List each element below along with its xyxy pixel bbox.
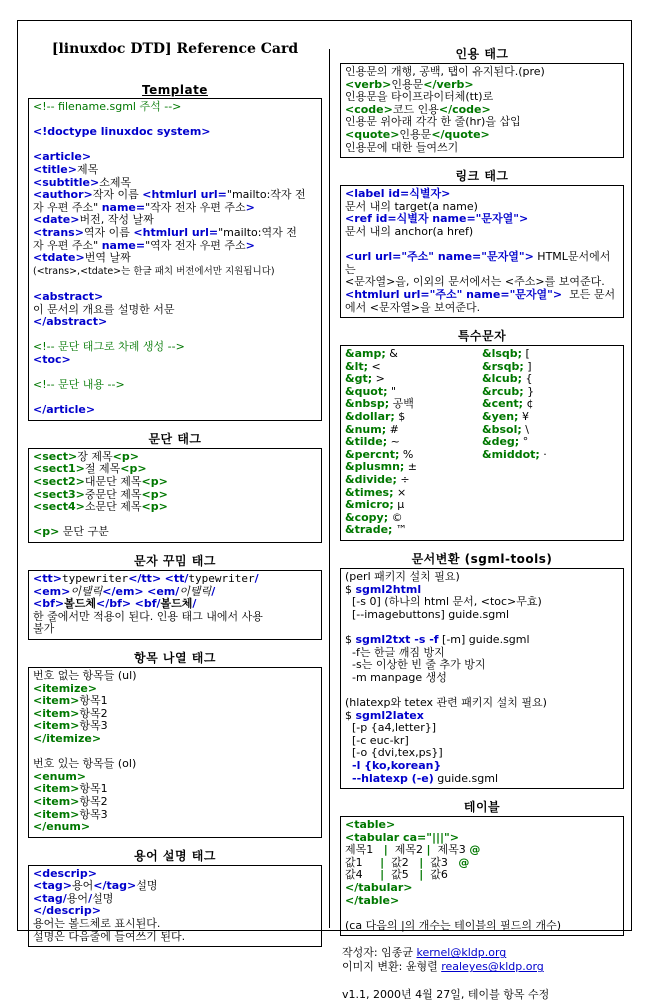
text-segment: 에서 <문자열>을 보여준다. <box>345 300 481 314</box>
text-line <box>33 733 317 746</box>
text-line <box>33 526 317 539</box>
text-segment: < <box>368 359 381 373</box>
text-line <box>33 501 317 514</box>
text-segment: 용어 <box>72 879 94 893</box>
section-header-char-style-tags: 문자 꾸밈 태그 <box>134 554 216 568</box>
section-header-doc-convert: 문서변환 (sgml-tools) <box>411 552 553 566</box>
text-segment: 모든 문서 <box>562 287 616 301</box>
text-segment: 제목 <box>76 162 99 176</box>
text-segment: v1.1, 2000년 4월 27일, 테이블 항목 수정 <box>342 988 550 1002</box>
text-segment: 값1 <box>345 855 381 869</box>
text-line <box>345 773 619 786</box>
text-segment: &micro; <box>345 498 394 512</box>
text-line <box>33 101 317 114</box>
text-segment: "역자 전자 우편 주소 <box>145 238 246 252</box>
text-segment: > <box>245 238 255 252</box>
text-segment: <htmlurl url="주소" name="문자열"> <box>345 287 563 301</box>
page-title: [linuxdoc DTD] Reference Card <box>51 41 299 57</box>
text-segment: " <box>387 384 397 398</box>
text-segment: 제목1 <box>345 843 384 857</box>
text-segment: 번호 없는 항목들 (ul) <box>33 668 137 682</box>
text-segment: <htmlurl url= <box>142 188 227 202</box>
text-segment: <em/ <box>147 584 180 598</box>
text-line <box>345 524 482 537</box>
text-segment: <item> <box>33 706 80 720</box>
text-segment: <tag> <box>33 879 72 893</box>
text-segment: | <box>419 868 424 882</box>
text-segment: <tabular ca="|||"> <box>345 830 459 844</box>
text-segment: @ <box>458 855 470 869</box>
doc-convert-box <box>340 568 624 789</box>
text-segment: 값6 <box>423 868 448 882</box>
text-segment: </itemize> <box>33 731 102 745</box>
text-segment: [-p {a4,letter}] <box>345 721 437 735</box>
text-segment: &percnt; <box>345 447 400 461</box>
text-line <box>345 142 619 155</box>
text-segment: 이탤릭 <box>179 584 212 598</box>
text-segment: (ca 다음의 |의 개수는 테이블의 필드의 개수) <box>345 918 562 932</box>
text-segment: <article> <box>33 150 92 164</box>
text-segment: &cent; <box>482 397 524 411</box>
text-segment: 용어는 볼드체로 표시된다. <box>33 917 161 931</box>
text-segment: 항목2 <box>79 794 108 808</box>
text-segment: 항목3 <box>79 719 108 733</box>
text-segment: <!-- 문단 내용 --> <box>33 378 125 392</box>
email-link[interactable]: realeyes@kldp.org <box>441 960 544 974</box>
text-segment: &rcub; <box>482 384 524 398</box>
text-segment: (<trans>,<tdate>는 한글 패치 버전에서만 지원됩니다) <box>33 265 275 277</box>
text-segment: &bsol; <box>482 422 522 436</box>
special-chars-col2 <box>482 348 619 537</box>
text-segment: ~ <box>387 435 400 449</box>
text-segment: 코드 인용 <box>392 102 439 116</box>
text-segment: } <box>523 384 535 398</box>
text-segment: <!-- filename.sgml 주석 --> <box>33 100 182 113</box>
text-segment: &plusmn; <box>345 460 405 474</box>
text-line <box>33 354 317 367</box>
quote-tags-box <box>340 63 624 158</box>
text-segment: <tdate> <box>33 251 85 265</box>
text-segment: <em> <box>33 584 71 598</box>
text-segment: $ <box>345 582 356 596</box>
column-divider <box>329 49 330 928</box>
text-segment: </code> <box>438 102 491 116</box>
text-segment: </quote> <box>431 127 490 141</box>
text-segment: (perl 패키지 설치 필요) <box>345 570 460 583</box>
text-line <box>33 265 317 279</box>
text-segment: (hlatexp와 tetex 관련 패키지 설치 필요) <box>345 695 547 709</box>
text-segment: &lt; <box>345 359 369 373</box>
text-segment: </tabular> <box>345 881 413 895</box>
text-segment: 문서 내의 anchor(a href) <box>345 224 474 238</box>
text-segment: <p> <box>141 475 168 489</box>
text-segment: &times; <box>345 485 394 499</box>
text-line <box>33 252 317 265</box>
text-segment: / <box>211 584 216 598</box>
text-segment: <quote> <box>345 127 400 141</box>
text-segment: <item> <box>33 807 80 821</box>
text-segment: # <box>386 422 399 436</box>
text-segment: <subtitle> <box>33 175 100 189</box>
text-segment: <table> <box>345 818 396 832</box>
text-line <box>33 341 317 354</box>
text-segment: [--imagebuttons] guide.sgml <box>345 607 510 621</box>
text-segment: | <box>380 868 385 882</box>
text-segment: <descrip> <box>33 866 97 880</box>
text-segment: <sect1> <box>33 462 85 476</box>
text-segment: [-o {dvi,tex,ps}] <box>345 746 443 760</box>
section-header-paragraph-tags: 문단 태그 <box>148 431 202 446</box>
text-segment: &lcub; <box>482 372 522 386</box>
text-segment: <p> <box>33 525 60 539</box>
text-segment: 항목3 <box>79 807 108 821</box>
right-column <box>340 27 624 1002</box>
text-segment: <!-- 문단 태그로 차례 생성 --> <box>33 340 185 354</box>
text-segment: ™ <box>392 523 407 537</box>
text-segment: 설명은 다음줄에 들여쓰기 된다. <box>33 929 186 943</box>
text-segment: | <box>419 855 424 869</box>
text-segment: <!doctype linuxdoc system> <box>33 125 211 139</box>
text-segment: </em> <box>102 584 144 598</box>
text-segment: </tt> <box>128 572 162 585</box>
text-segment: HTML문서에서는 <box>345 250 611 276</box>
link-tags-box <box>340 185 624 318</box>
text-segment: <p> <box>141 500 168 514</box>
text-segment: <p> <box>120 462 147 476</box>
text-segment: 버전, 작성 날짜 <box>79 213 154 227</box>
text-segment: --hlatexp (-e) <box>352 771 434 785</box>
text-segment: <verb> <box>345 77 392 91</box>
text-segment: <item> <box>33 694 80 708</box>
text-segment: [-s 0] (하나의 html 문서, <toc>무효) <box>345 595 542 609</box>
text-segment: | <box>383 843 388 857</box>
text-segment: <tag/ <box>33 891 67 905</box>
text-segment: & <box>385 347 398 361</box>
text-segment: -l {ko,korean} <box>352 758 442 772</box>
text-segment: \ <box>521 422 529 436</box>
text-segment: 값5 <box>384 868 420 882</box>
text-segment: 작자 이름 <box>92 188 143 202</box>
text-segment: "mailto:역자 전 <box>218 225 297 239</box>
text-line <box>342 988 624 1002</box>
text-segment: </descrip> <box>33 904 101 918</box>
text-segment: </tag> <box>93 879 137 893</box>
text-segment: 자 우편 주소" <box>33 238 102 252</box>
text-line <box>345 251 619 276</box>
text-segment: 소문단 제목 <box>84 500 142 514</box>
text-segment: 절 제목 <box>84 462 121 476</box>
text-segment: 제목3 <box>430 843 470 857</box>
text-segment: <item> <box>33 719 80 733</box>
text-segment: &nbsp; <box>345 397 390 411</box>
text-segment: <sect3> <box>33 487 85 501</box>
text-segment: <bf> <box>33 597 65 611</box>
text-segment: &trade; <box>345 523 393 537</box>
text-segment: 소제목 <box>99 175 132 189</box>
left-column <box>28 27 322 947</box>
section-header-list-tags: 항목 나열 태그 <box>134 650 216 665</box>
text-segment: 역자 이름 <box>83 225 134 239</box>
section-header-special-chars: 특수문자 <box>457 329 507 344</box>
text-segment: sgml2html <box>355 582 422 596</box>
text-line <box>33 404 317 417</box>
text-line <box>342 960 624 974</box>
text-segment: <tt> <box>33 572 62 585</box>
text-segment: <htmlurl url= <box>133 225 219 239</box>
section-header-descrip-tags: 용어 설명 태그 <box>134 848 216 863</box>
text-segment: name= <box>101 238 146 252</box>
text-segment: 용어 <box>66 891 89 905</box>
text-segment: / <box>192 597 197 611</box>
text-segment: 자 우편 주소" <box>33 200 102 214</box>
text-segment: &deg; <box>482 435 520 449</box>
text-segment: 장 제목 <box>77 449 113 463</box>
text-segment: [-c euc-kr] <box>345 733 409 747</box>
text-segment <box>345 759 352 772</box>
text-segment: 값2 <box>384 855 420 869</box>
text-segment: 번역 날짜 <box>84 251 131 265</box>
text-segment: 항목1 <box>79 782 108 796</box>
text-segment: </bf> <box>95 597 132 611</box>
text-segment: 이 문서의 개요를 설명한 서문 <box>33 302 175 316</box>
text-segment: 볼드체 <box>64 597 96 611</box>
text-segment: <bf/ <box>134 597 161 611</box>
text-segment: $ <box>394 410 406 424</box>
text-segment: <enum> <box>33 769 87 783</box>
text-segment: &divide; <box>345 473 397 487</box>
text-segment: "작자 전자 우편 주소 <box>145 200 246 214</box>
text-segment: $ <box>345 708 356 722</box>
text-segment: </enum> <box>33 820 91 834</box>
text-segment: <sect> <box>33 449 78 463</box>
text-segment: 인용문 <box>399 127 432 141</box>
text-segment: <item> <box>33 782 80 796</box>
text-segment: 인용문의 개행, 공백, 탭이 유지된다.(pre) <box>345 65 545 78</box>
text-segment: 인용문을 타이프라이터체(tt)로 <box>345 90 494 104</box>
text-segment: 공백 <box>389 397 414 411</box>
text-line <box>345 609 619 622</box>
text-line <box>345 920 619 933</box>
text-segment: <url url="주소" name="문자열"> <box>345 250 534 264</box>
text-line <box>33 316 317 329</box>
text-segment: 문서 내의 target(a name) <box>345 199 478 213</box>
text-segment: 인용문 위아래 각각 한 줄(hr)을 삽입 <box>345 115 521 129</box>
text-segment: typewriter <box>188 572 255 585</box>
text-segment: <p> <box>141 487 168 501</box>
text-segment: > <box>372 372 385 386</box>
text-segment: 설명 <box>136 879 158 893</box>
text-segment: 문단 구분 <box>59 525 109 539</box>
text-segment: <abstract> <box>33 289 104 303</box>
text-segment: 이미지 변환: 윤형렬 <box>342 960 442 974</box>
text-segment: ] <box>523 359 532 373</box>
text-segment: · <box>539 447 547 461</box>
special-chars-box <box>340 345 624 541</box>
template-box <box>28 98 322 421</box>
text-line <box>33 379 317 392</box>
text-segment: | <box>426 843 431 857</box>
text-line <box>33 821 317 834</box>
text-segment: <toc> <box>33 352 71 366</box>
text-segment: &amp; <box>345 347 386 361</box>
text-segment: <author> <box>33 188 93 202</box>
text-segment: 설명 <box>92 891 114 905</box>
section-header-link-tags: 링크 태그 <box>455 169 509 184</box>
text-segment: / <box>254 572 259 585</box>
text-segment: </article> <box>33 403 96 417</box>
text-segment: 제목2 <box>387 843 427 857</box>
text-line <box>342 974 624 988</box>
text-segment: <label id=식별자> <box>345 187 451 201</box>
text-segment: sgml2txt -s -f <box>355 632 439 646</box>
text-line <box>345 895 619 908</box>
text-segment: &lsqb; <box>482 347 523 361</box>
text-line <box>33 931 317 944</box>
text-segment: ¥ <box>518 410 529 424</box>
text-segment: ¢ <box>523 397 534 411</box>
text-segment: "mailto:작자 전 <box>226 188 306 202</box>
text-segment: sgml2latex <box>355 708 424 722</box>
text-segment: 값3 <box>423 855 459 869</box>
text-segment: 이탤릭 <box>70 584 103 598</box>
text-segment: µ <box>393 498 405 512</box>
text-line <box>345 672 619 685</box>
text-segment: &tilde; <box>345 435 388 449</box>
text-segment: [-m] guide.sgml <box>438 632 530 646</box>
text-segment: <p> <box>112 449 139 463</box>
credits <box>340 946 624 1002</box>
text-line <box>345 302 619 315</box>
text-segment: &rsqb; <box>482 359 524 373</box>
text-segment: 작성자: 임종균 <box>342 946 417 960</box>
list-tags-box <box>28 667 322 838</box>
text-line <box>33 126 317 139</box>
text-segment: -m manpage 생성 <box>345 670 447 684</box>
section-header-table-tags: 테이블 <box>463 800 501 815</box>
text-segment: <sect4> <box>33 500 85 514</box>
text-segment: [ <box>522 347 530 361</box>
text-segment: ÷ <box>396 473 410 487</box>
text-segment: </table> <box>345 893 400 907</box>
text-segment: &middot; <box>482 447 540 461</box>
text-segment: &yen; <box>482 410 519 424</box>
text-line <box>482 449 619 462</box>
text-segment: <itemize> <box>33 681 98 695</box>
text-segment: </abstract> <box>33 315 108 329</box>
text-segment: © <box>388 510 403 524</box>
text-segment: 인용문에 대한 들여쓰기 <box>345 140 459 154</box>
text-segment: @ <box>469 843 481 857</box>
text-segment: <tt/ <box>164 572 189 585</box>
text-line <box>342 946 624 960</box>
text-segment: &num; <box>345 422 387 436</box>
text-segment: × <box>393 485 407 499</box>
text-segment: 번호 있는 항목들 (ol) <box>33 757 137 771</box>
text-segment: 한 줄에서만 적용이 된다. 인용 태그 내에서 사용 <box>33 609 263 623</box>
text-segment: <ref id=식별자 name="문자열"> <box>345 212 529 226</box>
text-segment: guide.sgml <box>433 771 499 785</box>
text-segment: &quot; <box>345 384 388 398</box>
text-segment: -f는 한글 깨짐 방지 <box>345 645 445 659</box>
text-segment: -s는 이상한 빈 줄 추가 방지 <box>345 658 486 672</box>
text-segment: ° <box>519 435 529 449</box>
text-segment: / <box>88 891 93 905</box>
text-segment: 값4 <box>345 868 381 882</box>
text-segment: &dollar; <box>345 410 395 424</box>
section-header-quote-tags: 인용 태그 <box>455 47 509 61</box>
text-segment: <trans> <box>33 225 84 239</box>
special-chars-col1 <box>345 348 482 537</box>
paragraph-tags-box <box>28 448 322 543</box>
table-tags-box <box>340 816 624 936</box>
text-segment: &copy; <box>345 510 389 524</box>
text-line <box>345 226 619 239</box>
reference-card <box>17 20 632 1002</box>
text-segment: 불가 <box>33 622 55 636</box>
text-segment: <title> <box>33 162 77 176</box>
section-header-template: Template <box>142 83 208 97</box>
descrip-tags-box <box>28 865 322 948</box>
text-segment: </verb> <box>423 77 474 91</box>
text-segment: typewriter <box>61 572 129 585</box>
text-segment: ± <box>404 460 418 474</box>
text-segment: &gt; <box>345 372 373 386</box>
text-segment: | <box>380 855 385 869</box>
text-line <box>33 623 317 636</box>
text-segment: { <box>522 372 533 386</box>
text-segment: 대문단 제목 <box>84 475 142 489</box>
text-segment: <code> <box>345 102 393 116</box>
text-segment: 볼드체 <box>160 597 193 611</box>
text-segment: <date> <box>33 213 80 227</box>
char-style-tags-box <box>28 570 322 640</box>
text-segment: 항목2 <box>79 706 108 720</box>
text-segment: <item> <box>33 794 80 808</box>
text-segment: % <box>399 447 414 461</box>
text-segment: $ <box>345 632 356 646</box>
text-segment: <sect2> <box>33 475 85 489</box>
text-segment: 항목1 <box>79 694 108 708</box>
text-segment: > <box>245 200 255 214</box>
text-segment: 인용문 <box>391 77 424 91</box>
text-segment <box>345 772 352 785</box>
text-line <box>33 611 317 624</box>
email-link[interactable]: kernel@kldp.org <box>416 946 507 960</box>
text-segment: <문자열>을, 이외의 문서에서는 <주소>를 보여준다. <box>345 275 605 289</box>
text-segment: name= <box>101 200 146 214</box>
text-segment: 중문단 제목 <box>84 487 142 501</box>
